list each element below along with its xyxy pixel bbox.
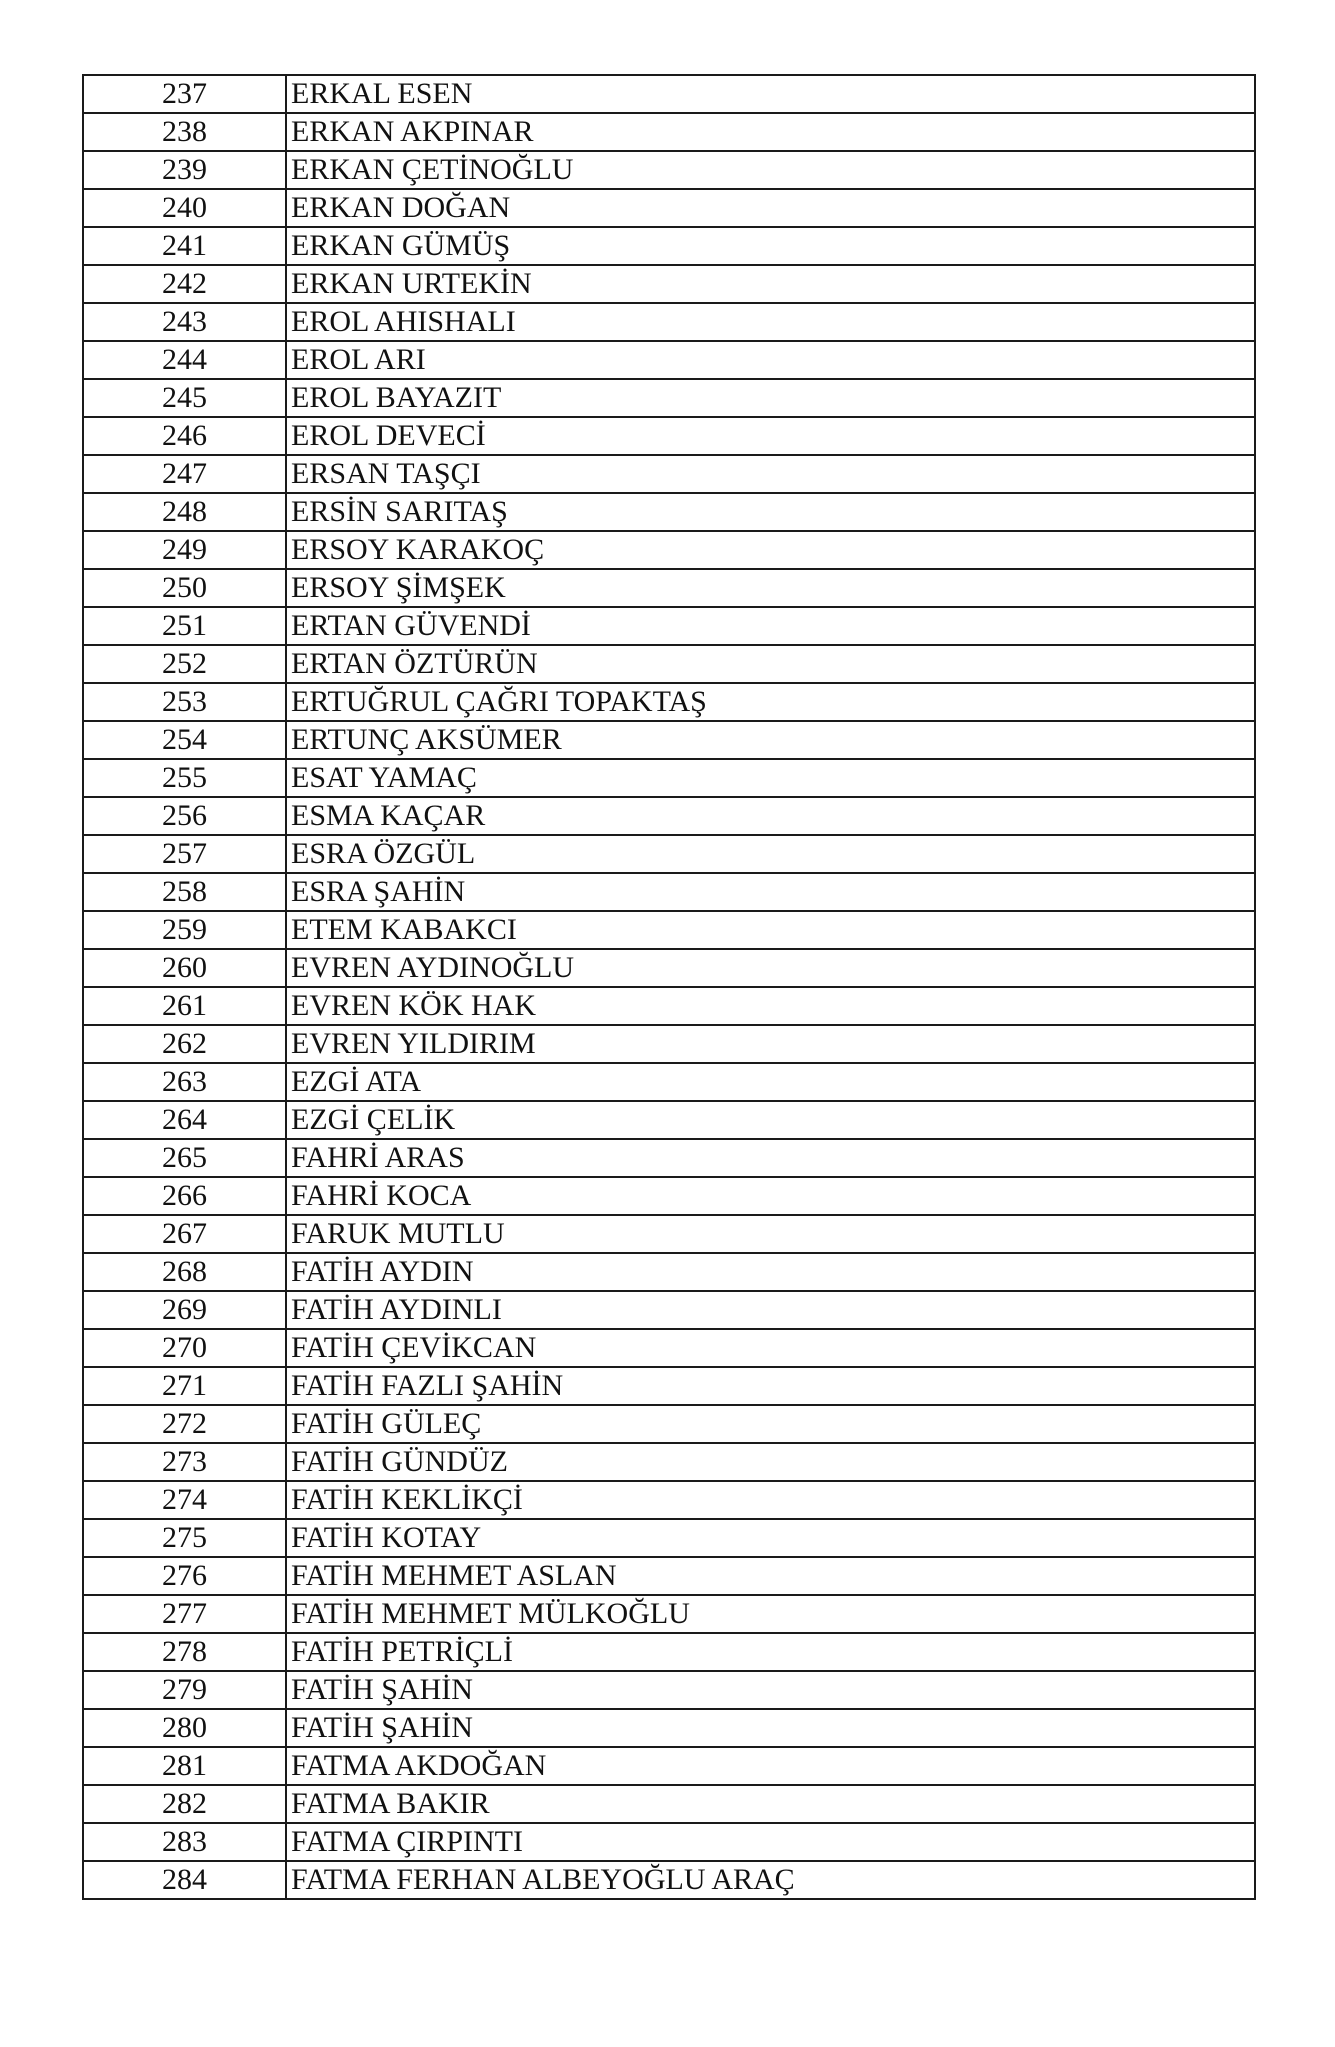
person-name-cell: FAHRİ KOCA bbox=[286, 1177, 1255, 1215]
row-number-cell: 283 bbox=[83, 1823, 286, 1861]
row-number-cell: 254 bbox=[83, 721, 286, 759]
table-row bbox=[83, 873, 1255, 911]
table-row bbox=[83, 1063, 1255, 1101]
row-number-cell: 253 bbox=[83, 683, 286, 721]
table-row bbox=[83, 569, 1255, 607]
table-row bbox=[83, 227, 1255, 265]
table-row bbox=[83, 1253, 1255, 1291]
table-row bbox=[83, 265, 1255, 303]
row-number-cell: 250 bbox=[83, 569, 286, 607]
person-name-cell: FAHRİ ARAS bbox=[286, 1139, 1255, 1177]
person-name-cell: FATMA FERHAN ALBEYOĞLU ARAÇ bbox=[286, 1861, 1255, 1899]
row-number-cell: 278 bbox=[83, 1633, 286, 1671]
table-row bbox=[83, 1633, 1255, 1671]
person-name-cell: ERTUNÇ AKSÜMER bbox=[286, 721, 1255, 759]
table-row bbox=[83, 759, 1255, 797]
table-row bbox=[83, 189, 1255, 227]
table-row bbox=[83, 721, 1255, 759]
person-name-cell: ERTAN GÜVENDİ bbox=[286, 607, 1255, 645]
row-number-cell: 256 bbox=[83, 797, 286, 835]
table-row bbox=[83, 645, 1255, 683]
table-row bbox=[83, 113, 1255, 151]
row-number-cell: 269 bbox=[83, 1291, 286, 1329]
person-name-cell: ETEM KABAKCI bbox=[286, 911, 1255, 949]
table-row bbox=[83, 531, 1255, 569]
table-row bbox=[83, 1823, 1255, 1861]
row-number-cell: 240 bbox=[83, 189, 286, 227]
name-list-table bbox=[82, 74, 1256, 1900]
row-number-cell: 248 bbox=[83, 493, 286, 531]
table-row bbox=[83, 1139, 1255, 1177]
person-name-cell: EROL ARI bbox=[286, 341, 1255, 379]
row-number-cell: 257 bbox=[83, 835, 286, 873]
table-row bbox=[83, 151, 1255, 189]
table-row bbox=[83, 379, 1255, 417]
person-name-cell: EVREN AYDINOĞLU bbox=[286, 949, 1255, 987]
row-number-cell: 276 bbox=[83, 1557, 286, 1595]
person-name-cell: ESMA KAÇAR bbox=[286, 797, 1255, 835]
person-name-cell: FATİH GÜNDÜZ bbox=[286, 1443, 1255, 1481]
row-number-cell: 279 bbox=[83, 1671, 286, 1709]
table-row bbox=[83, 1329, 1255, 1367]
row-number-cell: 249 bbox=[83, 531, 286, 569]
table-row bbox=[83, 455, 1255, 493]
table-row bbox=[83, 683, 1255, 721]
table-row bbox=[83, 1785, 1255, 1823]
row-number-cell: 272 bbox=[83, 1405, 286, 1443]
person-name-cell: ESAT YAMAÇ bbox=[286, 759, 1255, 797]
row-number-cell: 246 bbox=[83, 417, 286, 455]
person-name-cell: EVREN YILDIRIM bbox=[286, 1025, 1255, 1063]
row-number-cell: 251 bbox=[83, 607, 286, 645]
person-name-cell: ERKAN GÜMÜŞ bbox=[286, 227, 1255, 265]
table-row bbox=[83, 1405, 1255, 1443]
row-number-cell: 270 bbox=[83, 1329, 286, 1367]
table-row bbox=[83, 1291, 1255, 1329]
person-name-cell: ERKAN AKPINAR bbox=[286, 113, 1255, 151]
person-name-cell: FATİH AYDINLI bbox=[286, 1291, 1255, 1329]
table-row bbox=[83, 607, 1255, 645]
row-number-cell: 277 bbox=[83, 1595, 286, 1633]
person-name-cell: FATMA ÇIRPINTI bbox=[286, 1823, 1255, 1861]
row-number-cell: 266 bbox=[83, 1177, 286, 1215]
table-row bbox=[83, 341, 1255, 379]
person-name-cell: ERSAN TAŞÇI bbox=[286, 455, 1255, 493]
row-number-cell: 252 bbox=[83, 645, 286, 683]
person-name-cell: FATİH ŞAHİN bbox=[286, 1709, 1255, 1747]
person-name-cell: FATİH AYDIN bbox=[286, 1253, 1255, 1291]
person-name-cell: FATİH MEHMET MÜLKOĞLU bbox=[286, 1595, 1255, 1633]
row-number-cell: 263 bbox=[83, 1063, 286, 1101]
table-row bbox=[83, 1595, 1255, 1633]
person-name-cell: FATİH KEKLİKÇİ bbox=[286, 1481, 1255, 1519]
table-row bbox=[83, 911, 1255, 949]
row-number-cell: 241 bbox=[83, 227, 286, 265]
person-name-cell: EZGİ ATA bbox=[286, 1063, 1255, 1101]
table-row bbox=[83, 1709, 1255, 1747]
person-name-cell: FARUK MUTLU bbox=[286, 1215, 1255, 1253]
person-name-cell: ERKAL ESEN bbox=[286, 75, 1255, 113]
table-row bbox=[83, 303, 1255, 341]
person-name-cell: FATMA AKDOĞAN bbox=[286, 1747, 1255, 1785]
row-number-cell: 242 bbox=[83, 265, 286, 303]
row-number-cell: 280 bbox=[83, 1709, 286, 1747]
table-row bbox=[83, 1215, 1255, 1253]
row-number-cell: 281 bbox=[83, 1747, 286, 1785]
name-list-body bbox=[83, 75, 1255, 1899]
table-row bbox=[83, 797, 1255, 835]
person-name-cell: EROL BAYAZIT bbox=[286, 379, 1255, 417]
row-number-cell: 244 bbox=[83, 341, 286, 379]
row-number-cell: 275 bbox=[83, 1519, 286, 1557]
table-row bbox=[83, 1519, 1255, 1557]
table-row bbox=[83, 1861, 1255, 1899]
row-number-cell: 274 bbox=[83, 1481, 286, 1519]
person-name-cell: ERKAN DOĞAN bbox=[286, 189, 1255, 227]
row-number-cell: 284 bbox=[83, 1861, 286, 1899]
row-number-cell: 258 bbox=[83, 873, 286, 911]
person-name-cell: ERSOY ŞİMŞEK bbox=[286, 569, 1255, 607]
person-name-cell: FATİH GÜLEÇ bbox=[286, 1405, 1255, 1443]
person-name-cell: ERSİN SARITAŞ bbox=[286, 493, 1255, 531]
table-row bbox=[83, 1367, 1255, 1405]
row-number-cell: 261 bbox=[83, 987, 286, 1025]
row-number-cell: 268 bbox=[83, 1253, 286, 1291]
person-name-cell: EVREN KÖK HAK bbox=[286, 987, 1255, 1025]
person-name-cell: EZGİ ÇELİK bbox=[286, 1101, 1255, 1139]
row-number-cell: 271 bbox=[83, 1367, 286, 1405]
person-name-cell: FATİH FAZLI ŞAHİN bbox=[286, 1367, 1255, 1405]
table-row bbox=[83, 835, 1255, 873]
person-name-cell: ESRA ŞAHİN bbox=[286, 873, 1255, 911]
table-row bbox=[83, 1557, 1255, 1595]
row-number-cell: 255 bbox=[83, 759, 286, 797]
person-name-cell: FATİH MEHMET ASLAN bbox=[286, 1557, 1255, 1595]
person-name-cell: ESRA ÖZGÜL bbox=[286, 835, 1255, 873]
person-name-cell: ERTUĞRUL ÇAĞRI TOPAKTAŞ bbox=[286, 683, 1255, 721]
table-row bbox=[83, 1671, 1255, 1709]
person-name-cell: EROL AHISHALI bbox=[286, 303, 1255, 341]
table-row bbox=[83, 949, 1255, 987]
person-name-cell: FATİH PETRİÇLİ bbox=[286, 1633, 1255, 1671]
person-name-cell: FATİH KOTAY bbox=[286, 1519, 1255, 1557]
person-name-cell: ERSOY KARAKOÇ bbox=[286, 531, 1255, 569]
person-name-cell: FATİH ŞAHİN bbox=[286, 1671, 1255, 1709]
person-name-cell: EROL DEVECİ bbox=[286, 417, 1255, 455]
row-number-cell: 238 bbox=[83, 113, 286, 151]
row-number-cell: 243 bbox=[83, 303, 286, 341]
row-number-cell: 267 bbox=[83, 1215, 286, 1253]
row-number-cell: 247 bbox=[83, 455, 286, 493]
person-name-cell: FATİH ÇEVİKCAN bbox=[286, 1329, 1255, 1367]
table-row bbox=[83, 1101, 1255, 1139]
row-number-cell: 260 bbox=[83, 949, 286, 987]
table-row bbox=[83, 1443, 1255, 1481]
row-number-cell: 259 bbox=[83, 911, 286, 949]
row-number-cell: 245 bbox=[83, 379, 286, 417]
table-row bbox=[83, 987, 1255, 1025]
table-row bbox=[83, 417, 1255, 455]
table-row bbox=[83, 1025, 1255, 1063]
person-name-cell: ERKAN ÇETİNOĞLU bbox=[286, 151, 1255, 189]
row-number-cell: 262 bbox=[83, 1025, 286, 1063]
row-number-cell: 237 bbox=[83, 75, 286, 113]
table-row bbox=[83, 493, 1255, 531]
person-name-cell: ERKAN URTEKİN bbox=[286, 265, 1255, 303]
row-number-cell: 265 bbox=[83, 1139, 286, 1177]
table-row bbox=[83, 1481, 1255, 1519]
row-number-cell: 273 bbox=[83, 1443, 286, 1481]
row-number-cell: 239 bbox=[83, 151, 286, 189]
table-row bbox=[83, 1177, 1255, 1215]
row-number-cell: 264 bbox=[83, 1101, 286, 1139]
person-name-cell: ERTAN ÖZTÜRÜN bbox=[286, 645, 1255, 683]
table-row bbox=[83, 75, 1255, 113]
row-number-cell: 282 bbox=[83, 1785, 286, 1823]
table-row bbox=[83, 1747, 1255, 1785]
person-name-cell: FATMA BAKIR bbox=[286, 1785, 1255, 1823]
